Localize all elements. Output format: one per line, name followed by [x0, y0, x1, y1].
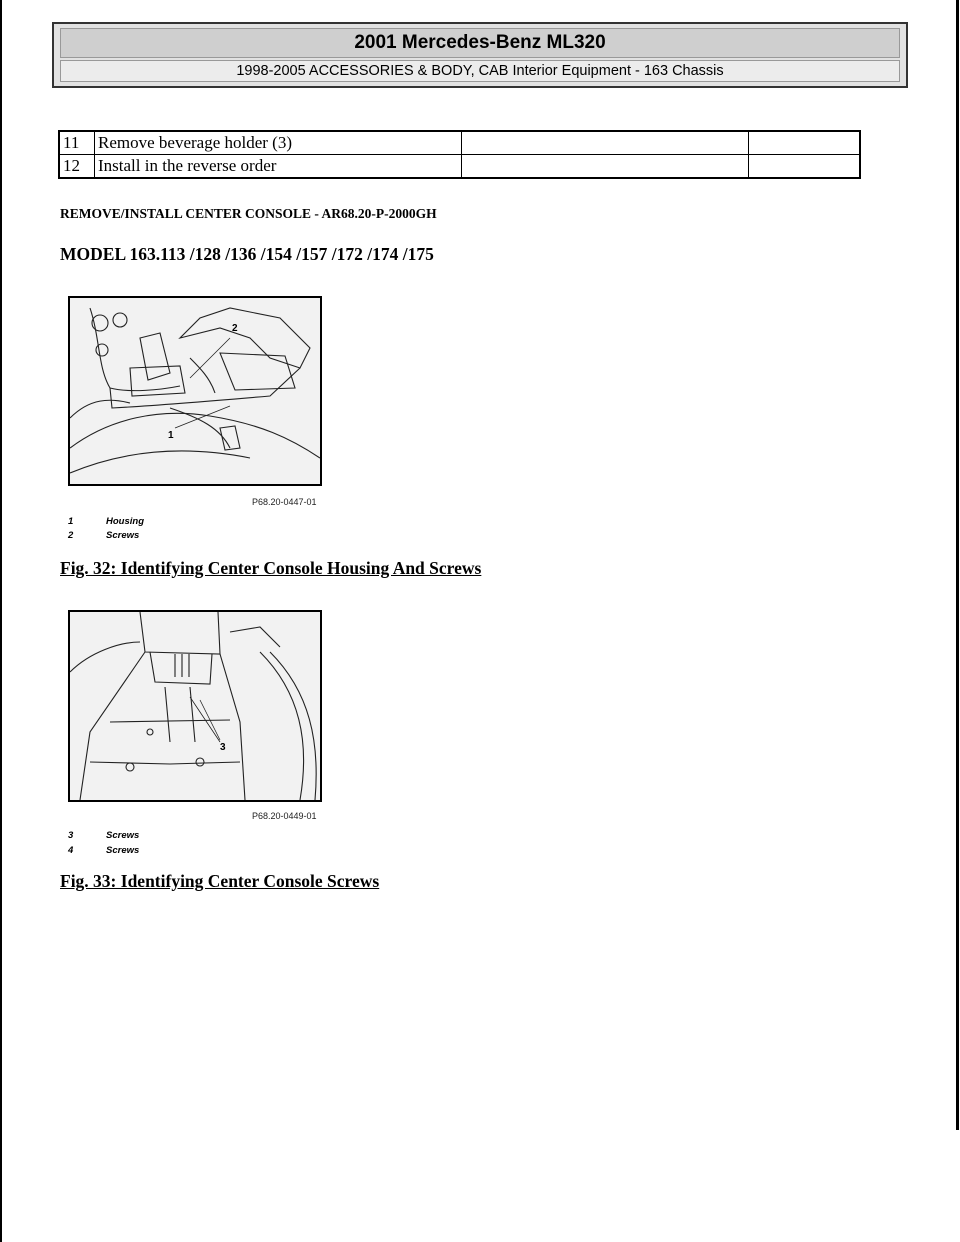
table-row: [59, 131, 860, 155]
page-border-right: [956, 0, 959, 1130]
console-drawing: [70, 612, 320, 800]
figure-legend-item: [68, 830, 139, 841]
figure-legend-item: [68, 845, 139, 856]
empty-cell: [462, 155, 749, 179]
document-header: [52, 22, 908, 88]
empty-cell: [749, 131, 861, 155]
callout-label: 3: [220, 742, 226, 753]
figure-caption: Fig. 32: Identifying Center Console Housing And Screws: [60, 558, 482, 578]
header-title: 2001 Mercedes-Benz ML320: [60, 28, 900, 58]
empty-cell: [462, 131, 749, 155]
legend-label: Housing: [106, 516, 144, 527]
step-number: 12: [59, 155, 95, 179]
callout-label: 1: [168, 430, 174, 441]
model-heading: MODEL 163.113 /128 /136 /154 /157 /172 /174 /175: [60, 244, 434, 264]
legend-number: 3: [68, 830, 74, 841]
procedure-steps-table: [58, 130, 861, 179]
empty-cell: [749, 155, 861, 179]
step-text: Install in the reverse order: [95, 155, 462, 179]
legend-number: 2: [68, 530, 74, 541]
figure-legend-item: [68, 530, 139, 541]
legend-number: 4: [68, 845, 74, 856]
figure-code: P68.20-0449-01: [252, 811, 317, 821]
center-console-screws-illustration: [68, 610, 322, 802]
figure-code: P68.20-0447-01: [252, 497, 317, 507]
figure-legend-item: [68, 516, 144, 527]
page-border-left: [0, 0, 2, 1242]
step-text: Remove beverage holder (3): [95, 131, 462, 155]
callout-label: 2: [232, 323, 238, 334]
header-subtitle: 1998-2005 ACCESSORIES & BODY, CAB Interior Equipment - 163 Chassis: [60, 60, 900, 82]
table-row: [59, 155, 860, 179]
center-console-housing-illustration: [68, 296, 322, 486]
section-heading: REMOVE/INSTALL CENTER CONSOLE - AR68.20-P-2000GH: [60, 206, 437, 221]
step-number: 11: [59, 131, 95, 155]
console-drawing: [70, 298, 320, 484]
legend-number: 1: [68, 516, 74, 527]
legend-label: Screws: [106, 830, 140, 841]
figure-caption: Fig. 33: Identifying Center Console Screws: [60, 871, 380, 891]
legend-label: Screws: [106, 845, 140, 856]
legend-label: Screws: [106, 530, 140, 541]
